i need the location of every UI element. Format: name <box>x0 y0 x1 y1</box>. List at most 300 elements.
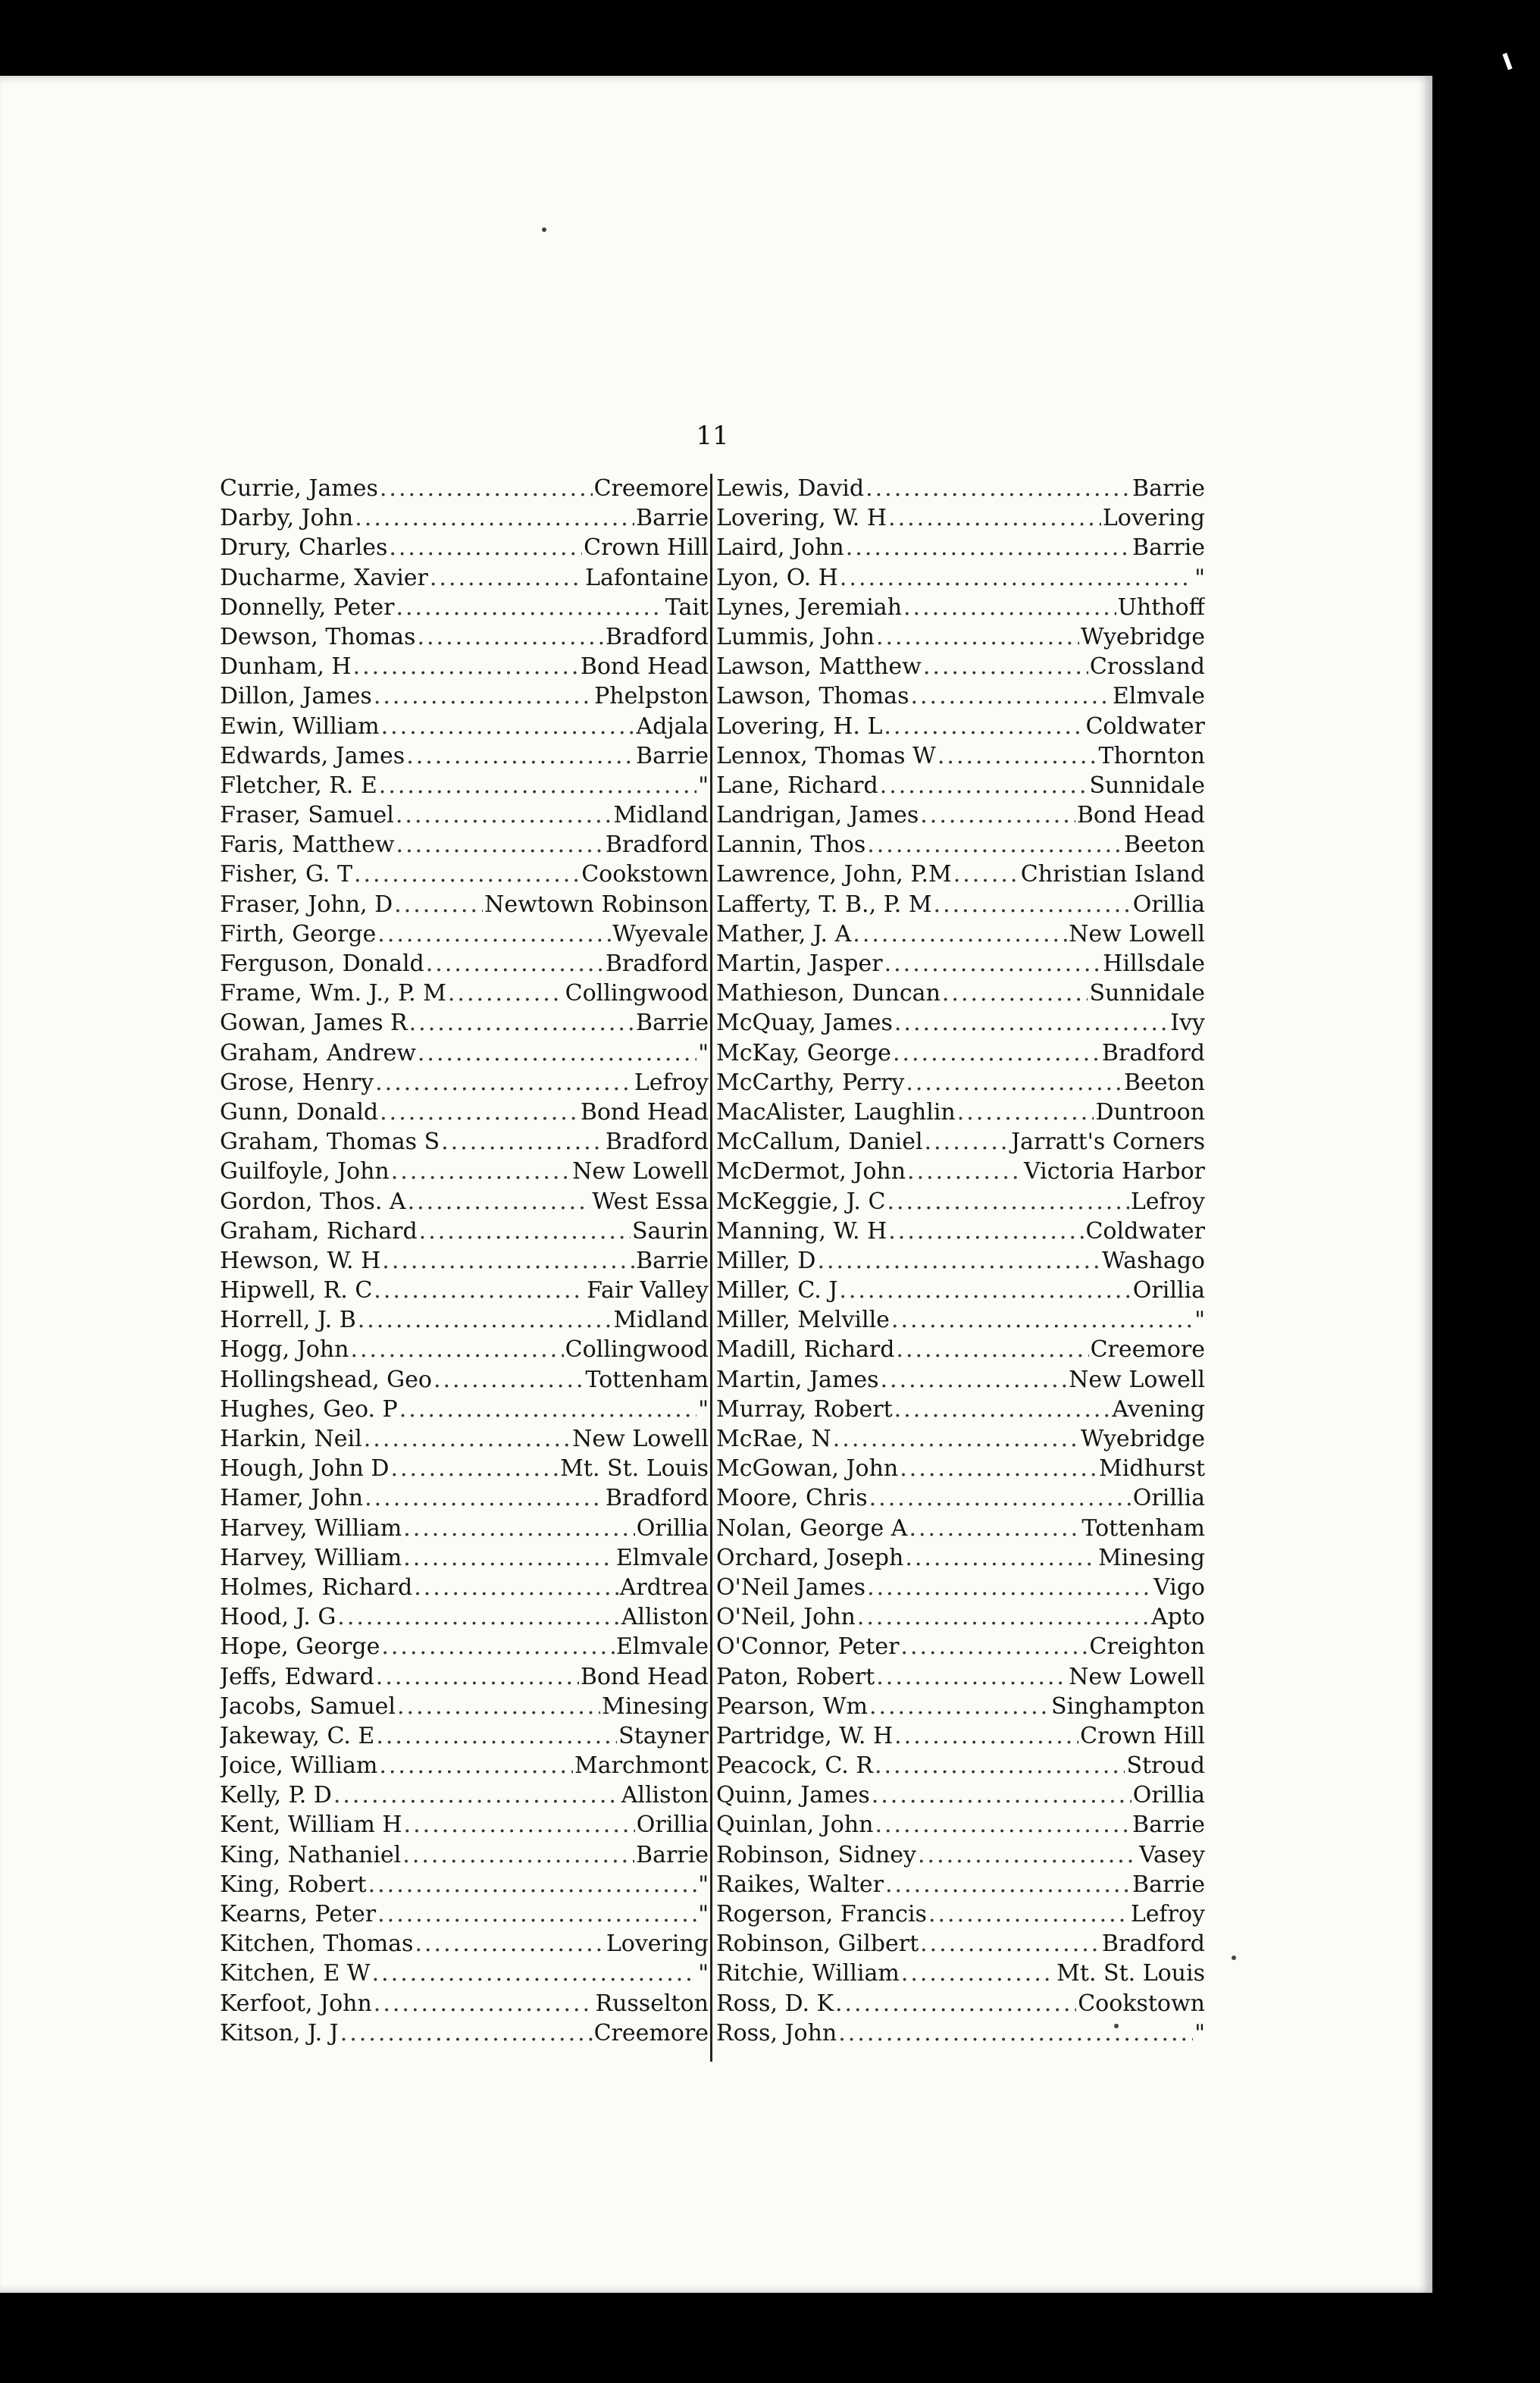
entry-name: McCarthy, Perry <box>716 1069 905 1096</box>
directory-entry <box>220 681 709 711</box>
entry-place: Bradford <box>1101 1931 1205 1958</box>
dot-leader <box>418 1038 696 1068</box>
dot-leader <box>920 1929 1100 1959</box>
directory-entry <box>220 2018 709 2048</box>
directory-entry <box>716 1543 1205 1573</box>
directory-entry <box>220 860 709 889</box>
directory-entry <box>220 1514 709 1543</box>
entry-place: Victoria Harbor <box>1023 1158 1205 1185</box>
entry-place: Creemore <box>1090 1336 1205 1364</box>
dot-leader <box>430 563 584 593</box>
directory-entry <box>716 503 1205 533</box>
directory-entry <box>220 1454 709 1483</box>
entry-place: Bradford <box>605 950 709 977</box>
entry-name: Quinn, James <box>716 1782 870 1809</box>
dot-leader <box>409 1008 634 1038</box>
directory-entry <box>220 800 709 830</box>
dot-leader <box>839 1276 1131 1305</box>
entry-place: Elmvale <box>1112 683 1205 710</box>
directory-entry <box>220 1335 709 1364</box>
directory-entry <box>716 1098 1205 1127</box>
dot-leader <box>907 1157 1022 1186</box>
entry-name: Graham, Thomas S <box>220 1129 440 1156</box>
entry-name: Jacobs, Samuel <box>220 1693 396 1720</box>
dot-leader <box>910 681 1110 711</box>
dot-leader <box>350 1335 563 1364</box>
dot-leader <box>909 1514 1080 1543</box>
dot-leader <box>379 1751 573 1780</box>
entry-place: Bradford <box>1101 1039 1205 1066</box>
entry-name: Jakeway, C. E <box>220 1722 375 1749</box>
entry-place: Orillia <box>1132 1782 1205 1809</box>
directory-entry <box>716 1721 1205 1751</box>
entry-name: Ducharme, Xavier <box>220 564 428 591</box>
entry-name: McKay, George <box>716 1039 891 1066</box>
directory-entry <box>220 1068 709 1098</box>
dot-leader <box>396 830 604 860</box>
dot-leader <box>846 533 1131 562</box>
entry-name: McKeggie, J. C <box>716 1188 886 1215</box>
dot-leader <box>900 1454 1097 1483</box>
directory-entry <box>220 1721 709 1751</box>
entry-name: Pearson, Wm <box>716 1693 868 1720</box>
directory-entry <box>220 1959 709 1988</box>
entry-name: Raikes, Walter <box>716 1871 884 1898</box>
entry-name: Hughes, Geo. P <box>220 1395 398 1423</box>
entry-name: Martin, James <box>716 1366 879 1393</box>
directory-entry <box>716 1959 1205 1988</box>
entry-place: Bond Head <box>1076 802 1205 829</box>
entry-place: Phelpston <box>594 683 709 710</box>
document-page <box>0 76 1432 2293</box>
directory-entry <box>220 1632 709 1661</box>
dot-leader <box>880 771 1088 800</box>
entry-name: Peacock, C. R <box>716 1752 873 1780</box>
entry-place: Vigo <box>1153 1574 1205 1601</box>
entry-place: Bond Head <box>580 653 709 681</box>
directory-entry <box>716 1038 1205 1068</box>
directory-entry <box>716 800 1205 830</box>
directory-entry <box>220 1187 709 1217</box>
entry-name: Jeffs, Edward <box>220 1663 374 1690</box>
directory-entry <box>220 1751 709 1780</box>
entry-place: Lefroy <box>634 1069 709 1096</box>
entry-place: Ardtrea <box>619 1574 709 1601</box>
entry-name: Lannin, Thos <box>716 831 866 859</box>
entry-place: Adjala <box>636 712 709 740</box>
entry-name: Kitson, J. J <box>220 2019 339 2046</box>
entry-place: Barrie <box>636 742 709 769</box>
dot-leader <box>853 919 1067 949</box>
dot-leader <box>358 1305 612 1335</box>
entry-name: Donnelly, Peter <box>220 593 395 621</box>
dot-leader <box>417 622 603 652</box>
entry-name: Miller, Melville <box>716 1307 890 1334</box>
entry-name: Kelly, P. D <box>220 1782 332 1809</box>
directory-entry <box>220 1662 709 1692</box>
scan-mark <box>1502 53 1512 70</box>
directory-entry <box>220 1692 709 1721</box>
directory-entry <box>220 1157 709 1186</box>
directory-entry <box>716 1217 1205 1246</box>
entry-name: Kitchen, E W <box>220 1960 371 1987</box>
directory-columns <box>220 474 1209 2065</box>
dot-leader <box>364 1424 571 1454</box>
scan-speck <box>1232 1956 1236 1960</box>
entry-place: Collingwood <box>565 1336 709 1364</box>
entry-place: Lefroy <box>1130 1901 1205 1927</box>
entry-name: O'Neil James <box>716 1574 866 1601</box>
directory-entry <box>716 741 1205 771</box>
directory-entry <box>220 1365 709 1395</box>
directory-entry <box>220 890 709 919</box>
entry-place: Saurin <box>631 1217 709 1245</box>
directory-entry <box>716 1305 1205 1335</box>
entry-place: Orillia <box>1132 1485 1205 1512</box>
dot-leader <box>881 1365 1068 1395</box>
dot-leader <box>380 1098 579 1127</box>
entry-place: Coldwater <box>1085 1217 1205 1245</box>
directory-entry <box>220 1127 709 1157</box>
dot-leader <box>884 712 1084 741</box>
entry-name: Ross, John <box>716 2019 837 2046</box>
directory-entry <box>220 741 709 771</box>
directory-entry <box>716 681 1205 711</box>
dot-leader <box>918 1840 1138 1870</box>
directory-entry <box>716 1692 1205 1721</box>
dot-leader <box>374 1276 585 1305</box>
dot-leader <box>374 1989 594 2018</box>
directory-entry <box>716 1365 1205 1395</box>
dot-leader <box>408 1187 591 1217</box>
dot-leader <box>894 1008 1169 1038</box>
entry-place: Alliston <box>621 1604 709 1631</box>
directory-entry <box>716 474 1205 503</box>
dot-leader <box>928 1899 1129 1929</box>
entry-name: Lane, Richard <box>716 772 878 799</box>
dot-leader <box>377 1899 696 1929</box>
entry-name: Mather, J. A <box>716 920 852 947</box>
dot-leader <box>333 1780 620 1810</box>
entry-name: Grose, Henry <box>220 1069 374 1096</box>
directory-entry <box>220 1573 709 1602</box>
entry-place: Christian Island <box>1020 861 1205 888</box>
entry-place: West Essa <box>592 1188 709 1215</box>
directory-entry <box>220 1008 709 1038</box>
entry-name: Hamer, John <box>220 1485 364 1512</box>
directory-entry <box>716 1068 1205 1098</box>
directory-entry <box>716 1008 1205 1038</box>
entry-name: Lawrence, John, P.M <box>716 861 952 888</box>
dot-leader <box>406 741 634 771</box>
directory-entry <box>716 919 1205 949</box>
directory-entry <box>220 1810 709 1840</box>
entry-place: Orillia <box>1132 1277 1205 1304</box>
entry-name: McDermot, John <box>716 1158 906 1185</box>
dot-leader <box>876 622 1079 652</box>
column-divider <box>710 474 712 2062</box>
entry-name: Frame, Wm. J., P. M <box>220 980 446 1007</box>
dot-leader <box>888 503 1101 533</box>
dot-leader <box>381 712 635 741</box>
entry-place: Duntroon <box>1095 1098 1205 1126</box>
directory-entry <box>220 563 709 593</box>
entry-place: Vasey <box>1139 1841 1205 1868</box>
entry-place: Bond Head <box>580 1098 709 1126</box>
entry-place: Beeton <box>1124 831 1205 859</box>
directory-entry <box>220 771 709 800</box>
entry-place: New Lowell <box>572 1426 709 1452</box>
dot-leader <box>906 1068 1122 1098</box>
entry-place: Crown Hill <box>584 534 709 562</box>
dot-leader <box>903 593 1116 622</box>
directory-entry <box>716 1424 1205 1454</box>
dot-leader <box>403 1514 635 1543</box>
scan-speck <box>1114 2024 1119 2028</box>
entry-place: " <box>698 1395 709 1423</box>
entry-name: Gowan, James R <box>220 1010 408 1037</box>
directory-entry <box>220 830 709 860</box>
directory-entry <box>716 1187 1205 1217</box>
dot-leader <box>891 1305 1193 1335</box>
entry-place: Wyevale <box>612 920 709 947</box>
entry-place: Lovering <box>1102 505 1205 532</box>
directory-entry <box>220 1899 709 1929</box>
directory-entry <box>220 1217 709 1246</box>
entry-name: Harvey, William <box>220 1514 402 1542</box>
page-number: 11 <box>696 421 729 451</box>
entry-name: Hope, George <box>220 1633 380 1661</box>
dot-leader <box>396 800 612 830</box>
entry-name: Darby, John <box>220 505 354 532</box>
directory-entry <box>220 1098 709 1127</box>
entry-name: Lynes, Jeremiah <box>716 593 903 621</box>
dot-leader <box>869 1692 1050 1721</box>
directory-entry <box>220 622 709 652</box>
directory-entry <box>716 1780 1205 1810</box>
dot-leader <box>840 563 1193 593</box>
entry-place: Barrie <box>636 1841 709 1868</box>
directory-entry <box>220 979 709 1008</box>
entry-place: Barrie <box>1132 1871 1205 1898</box>
entry-name: Fraser, Samuel <box>220 802 394 829</box>
entry-place: Alliston <box>621 1782 709 1809</box>
entry-name: McRae, N <box>716 1426 831 1452</box>
entry-place: Stroud <box>1126 1752 1205 1780</box>
dot-leader <box>368 1870 697 1899</box>
entry-name: Lafferty, T. B., P. M <box>716 891 932 918</box>
dot-leader <box>414 1573 618 1602</box>
dot-leader <box>397 1692 600 1721</box>
directory-entry <box>716 622 1205 652</box>
entry-place: Barrie <box>636 1247 709 1274</box>
directory-entry <box>716 1662 1205 1692</box>
dot-leader <box>865 474 1131 503</box>
entry-place: " <box>698 1871 709 1898</box>
entry-name: Joice, William <box>220 1752 378 1780</box>
entry-name: Nolan, George A <box>716 1514 908 1542</box>
entry-name: Manning, W. H <box>716 1217 887 1245</box>
dot-leader <box>382 1246 634 1276</box>
entry-place: New Lowell <box>1069 1366 1205 1393</box>
dot-leader <box>399 1395 696 1424</box>
entry-name: Lyon, O. H <box>716 564 838 591</box>
entry-name: Ferguson, Donald <box>220 950 424 977</box>
dot-leader <box>379 771 696 800</box>
entry-name: O'Neil, John <box>716 1604 856 1631</box>
entry-name: Lennox, Thomas W <box>716 742 936 769</box>
directory-entry <box>716 1899 1205 1929</box>
directory-entry <box>716 1929 1205 1959</box>
entry-name: Edwards, James <box>220 742 405 769</box>
directory-entry <box>220 919 709 949</box>
dot-leader <box>376 1662 579 1692</box>
entry-place: Cookstown <box>1078 1990 1205 2017</box>
directory-entry <box>716 652 1205 681</box>
entry-place: Midland <box>613 802 709 829</box>
dot-leader <box>857 1602 1150 1632</box>
entry-name: Holmes, Richard <box>220 1574 413 1601</box>
dot-leader <box>885 1870 1131 1899</box>
directory-entry <box>220 1305 709 1335</box>
entry-name: Hood, J. G <box>220 1604 336 1631</box>
dot-leader <box>365 1483 604 1513</box>
directory-entry <box>220 1246 709 1276</box>
entry-name: Harvey, William <box>220 1544 402 1571</box>
dot-leader <box>354 860 580 889</box>
entry-place: Elmvale <box>615 1633 709 1661</box>
directory-entry <box>220 593 709 622</box>
entry-place: Sunnidale <box>1089 980 1205 1007</box>
directory-entry <box>716 1276 1205 1305</box>
entry-name: O'Connor, Peter <box>716 1633 900 1661</box>
dot-leader <box>377 919 611 949</box>
directory-column-left <box>220 474 709 2048</box>
entry-name: Hipwell, R. C <box>220 1277 373 1304</box>
directory-entry <box>716 1454 1205 1483</box>
entry-place: Russelton <box>595 1990 709 2017</box>
dot-leader <box>355 503 634 533</box>
entry-place: Barrie <box>636 1010 709 1037</box>
dot-leader <box>867 1573 1152 1602</box>
directory-entry <box>716 1810 1205 1840</box>
dot-leader <box>835 1989 1076 2018</box>
entry-name: Faris, Matthew <box>220 831 395 859</box>
dot-leader <box>905 1543 1097 1573</box>
dot-leader <box>372 1959 697 1988</box>
entry-place: Fair Valley <box>587 1277 709 1304</box>
dot-leader <box>887 1187 1128 1217</box>
dot-leader <box>389 533 582 562</box>
directory-entry <box>220 1395 709 1424</box>
dot-leader <box>923 652 1088 681</box>
entry-name: Ross, D. K <box>716 1990 834 2017</box>
dot-leader <box>419 1217 631 1246</box>
entry-name: Hogg, John <box>220 1336 349 1364</box>
entry-place: Bradford <box>605 831 709 859</box>
entry-name: Fisher, G. T <box>220 861 352 888</box>
directory-entry <box>716 1395 1205 1424</box>
entry-place: Bradford <box>605 1129 709 1156</box>
dot-leader <box>376 1721 617 1751</box>
dot-leader <box>448 979 564 1008</box>
entry-name: Laird, John <box>716 534 844 562</box>
dot-leader <box>867 830 1122 860</box>
entry-place: Minesing <box>1098 1544 1205 1571</box>
entry-name: Kerfoot, John <box>220 1990 372 2017</box>
entry-place: Thornton <box>1098 742 1205 769</box>
entry-place: Elmvale <box>615 1544 709 1571</box>
entry-name: Horrell, J. B <box>220 1307 356 1334</box>
entry-place: Orillia <box>636 1812 709 1839</box>
dot-leader <box>381 1632 615 1661</box>
entry-name: Paton, Robert <box>716 1663 875 1690</box>
dot-leader <box>934 890 1132 919</box>
entry-place: Stayner <box>618 1722 709 1749</box>
dot-leader <box>925 1127 1009 1157</box>
entry-name: Rogerson, Francis <box>716 1901 927 1927</box>
directory-entry <box>716 1335 1205 1364</box>
directory-entry <box>716 1870 1205 1899</box>
directory-entry <box>716 1157 1205 1186</box>
dot-leader <box>833 1424 1079 1454</box>
directory-entry <box>220 652 709 681</box>
directory-entry <box>716 593 1205 622</box>
entry-name: Madill, Richard <box>716 1336 895 1364</box>
dot-leader <box>888 1217 1084 1246</box>
directory-entry <box>716 949 1205 979</box>
entry-place: Newtown Robinson <box>484 891 709 918</box>
entry-name: Firth, George <box>220 920 377 947</box>
entry-place: Apto <box>1151 1604 1205 1631</box>
entry-name: Dillon, James <box>220 683 372 710</box>
entry-place: Coldwater <box>1085 712 1205 740</box>
entry-place: Crossland <box>1089 653 1205 681</box>
dot-leader <box>884 949 1102 979</box>
directory-entry <box>220 1483 709 1513</box>
entry-name: King, Robert <box>220 1871 367 1898</box>
entry-place: Bond Head <box>580 1663 709 1690</box>
entry-place: New Lowell <box>1069 1663 1205 1690</box>
directory-entry <box>716 1751 1205 1780</box>
directory-entry <box>220 1543 709 1573</box>
entry-place: Barrie <box>1132 1812 1205 1839</box>
entry-place: " <box>698 772 709 799</box>
entry-name: Currie, James <box>220 475 378 502</box>
entry-place: Crown Hill <box>1080 1722 1205 1749</box>
entry-place: Barrie <box>1132 534 1205 562</box>
dot-leader <box>838 2018 1193 2048</box>
entry-name: Lummis, John <box>716 623 875 650</box>
entry-name: Lewis, David <box>716 475 865 502</box>
entry-name: Ewin, William <box>220 712 380 740</box>
entry-place: Bradford <box>605 1485 709 1512</box>
entry-name: Quinlan, John <box>716 1812 874 1839</box>
dot-leader <box>426 949 604 979</box>
entry-place: Jarratt's Corners <box>1011 1129 1205 1156</box>
directory-entry <box>716 1514 1205 1543</box>
entry-name: Drury, Charles <box>220 534 388 562</box>
entry-place: Mt. St. Louis <box>560 1455 709 1483</box>
directory-entry <box>716 1989 1205 2018</box>
entry-place: " <box>698 1960 709 1987</box>
dot-leader <box>920 800 1075 830</box>
dot-leader <box>375 1068 633 1098</box>
dot-leader <box>374 681 593 711</box>
directory-entry <box>220 1038 709 1068</box>
directory-entry <box>220 1989 709 2018</box>
dot-leader <box>894 1721 1078 1751</box>
